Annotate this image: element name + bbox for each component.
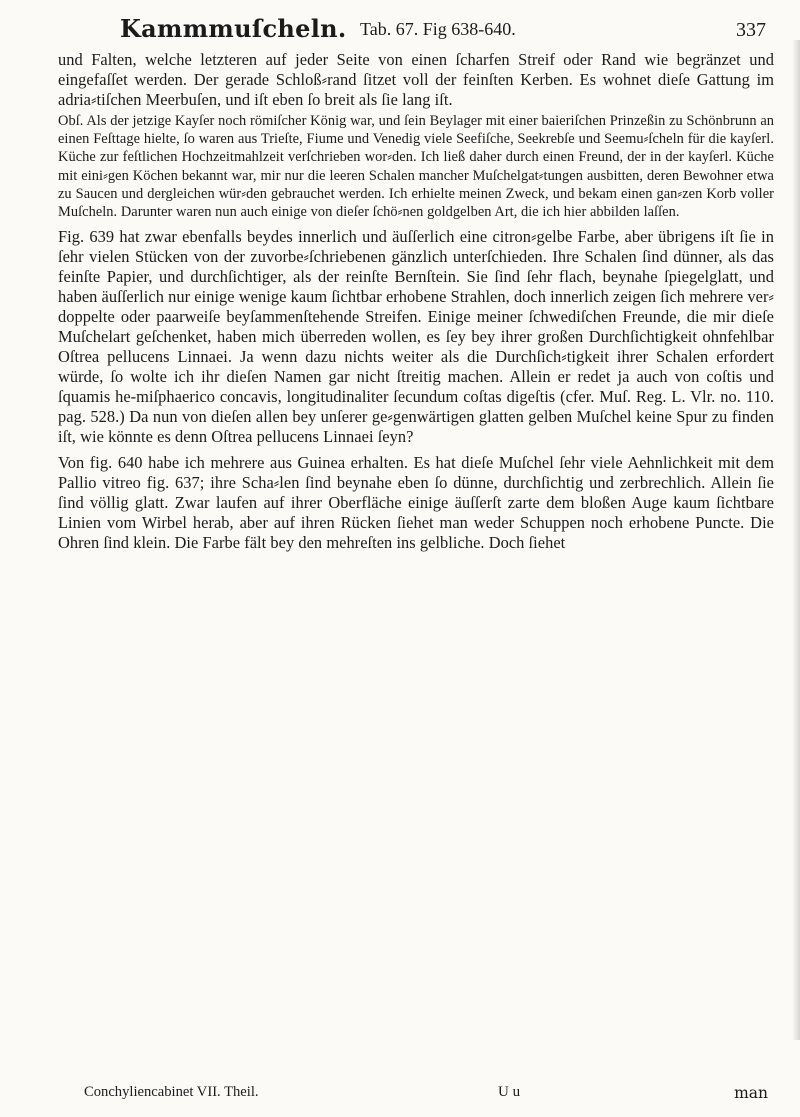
paragraph-fig-638-end: und Falten, welche letzteren auf jeder Seite von einen ſcharfen Streif oder Rand wie begränzet und eingefaſſet werden. Der gerade Schloß⸗rand ſitzet voll der feinſten Kerben. Es wohnet dieſe Gattung im adria⸗tiſchen Meerbuſen, und iſt eben ſo breit als ſie lang iſt. xyxy=(58,50,774,109)
page-number: 337 xyxy=(736,19,766,41)
page-header xyxy=(60,12,772,52)
page-footer xyxy=(60,1084,772,1110)
main-text xyxy=(58,50,774,553)
volume-signature: Conchyliencabinet VII. Theil. xyxy=(84,1084,259,1100)
observation-note: Obſ. Als der jetzige Kayſer noch römiſcher König war, und ſein Beylager mit einer baieriſchen Prinzeßin zu Schönbrunn an einen Feſttage hielte, ſo waren aus Trieſte, Fiume und Venedig viele Seefiſche, Seekrebſe und Seemu⸗ſcheln für die kayſerl. Küche zur feſtlichen Hochzeitmahlzeit verſchrieben wor⸗den. Ich ließ daher durch einen Freund, der in der kayſerl. Küche mit eini⸗gen Köchen bekannt war, mir nur die leeren Schalen mancher Muſchelgat⸗tungen ausbitten, deren Bewohner etwa zu Saucen und dergleichen wür⸗den gebrauchet werden. Ich erhielte meinen Zweck, und bekam einen gan⸗zen Korb voller Muſcheln. Darunter waren nun auch einige von dieſer ſchö⸗nen goldgelben Art, die ich hier abbilden laſſen. xyxy=(58,113,774,221)
scan-edge-shadow xyxy=(792,40,800,1040)
paragraph-fig-639: Fig. 639 hat zwar ebenfalls beydes innerlich und äuſſerlich eine citron⸗gelbe Farbe, aber übrigens iſt ſie in ſehr vielen Stücken von der zuvorbe⸗ſchriebenen gänzlich unterſchieden. Ihre Schalen ſind dünner, als das feinſte Papier, und durchſichtiger, als der reinſte Bernſtein. Sie ſind ſehr flach, beynahe ſpiegelglatt, und haben äuſſerlich nur einige wenige kaum ſichtbar erhobene Strahlen, doch innerlich zeigen ſich mehrere ver⸗doppelte oder paarweiſe beyſammenſtehende Streifen. Einige meiner ſchwediſchen Freunde, die mir dieſe Muſchelart geſchenket, haben mich überreden wollen, es ſey bey ihrer großen Durchſichtigkeit ohnfehlbar Oſtrea pellucens Linnaei. Ja wenn dazu nichts weiter als die Durchſich⸗tigkeit ihrer Schalen erfordert würde, ſo wolte ich ihr dieſen Namen gar nicht ſtreitig machen. Allein er redet ja auch von coſtis und ſquamis he-miſphaerico concavis, longitudinaliter ſecundum coſtas digeſtis (cfer. Muſ. Reg. L. Vlr. no. 110. pag. 528.) Da nun von dieſen allen bey unſerer ge⸗genwärtigen glatten gelben Muſchel keine Spur zu finden iſt, wie könnte es denn Oſtrea pellucens Linnaei ſeyn? xyxy=(58,227,774,447)
catchword: man xyxy=(734,1084,768,1102)
plate-reference: Tab. 67. Fig 638-640. xyxy=(360,19,516,39)
running-title: Kammmuſcheln. xyxy=(120,14,347,43)
gathering-mark: U u xyxy=(498,1084,521,1100)
paragraph-fig-640: Von fig. 640 habe ich mehrere aus Guinea erhalten. Es hat dieſe Muſchel ſehr viele Aehnlichkeit mit dem Pallio vitreo fig. 637; ihre Scha⸗len ſind beynahe eben ſo dünne, durchſichtig und zerbrechlich. Allein ſie ſind völlig glatt. Zwar laufen auf ihrer Oberfläche einige äuſſerſt zarte dem bloßen Auge kaum ſichtbare Linien vom Wirbel herab, aber auf ihren Rücken ſiehet man weder Schuppen noch erhobene Puncte. Die Ohren ſind klein. Die Farbe fält bey den mehreſten ins gelbliche. Doch ſiehet xyxy=(58,453,774,553)
